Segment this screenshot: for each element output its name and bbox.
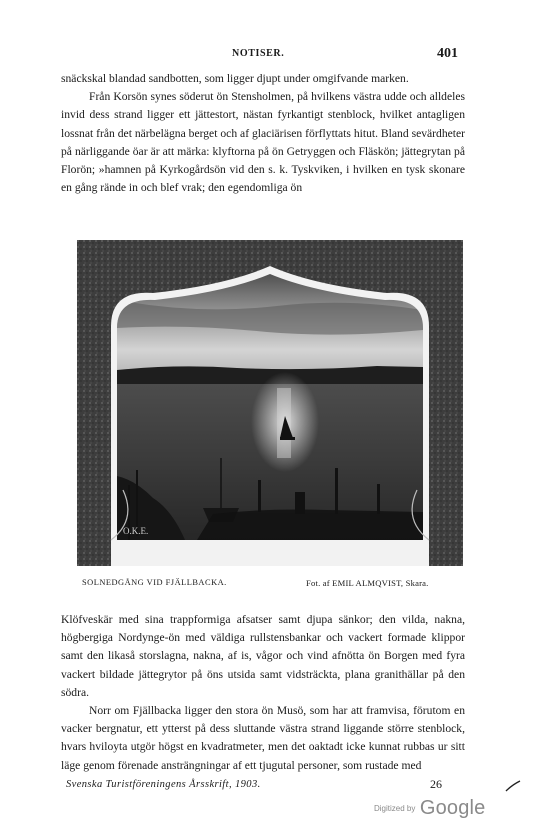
figure-caption-title: SOLNEDGÅNG VID FJÄLLBACKA. [82,578,227,587]
figure-sunset-photograph [77,240,463,566]
footer-sheet-number: 26 [430,777,442,791]
digitized-prefix: Digitized by [374,804,416,813]
running-title: NOTISER. [232,48,285,59]
pen-mark-icon [504,779,522,793]
photograph-illustration [77,240,463,566]
paragraph: Från Korsön synes söderut ön Stensholmen, på hvilkens västra udde och alldeles invid dess strand ligger ett jättestort, nästan fyrkantigt stenblock, hvilket antagligen lossnat från det närbelägna berget och af glaciärisen förflyttats hitut. Bland sevärdheter på närliggande öar är att märka: klyftorna på ön Getryggen och Fläskön; jättegrytan på Florön; »hamnen på Kyrkogårdsön vid den s. k. Tyskviken, i hvilken en tysk skonare en gång rände in och blef vrak; den egendomliga ön [61,90,465,195]
paragraph: snäckskal blandad sandbotten, som ligger djupt under omgifvande marken. [61,72,409,85]
artist-signature: O.K.E. [123,526,149,536]
digitized-watermark [374,797,486,820]
foreground-jetty [197,510,423,541]
page-number: 401 [437,46,458,61]
paragraph: Klöfveskär med sina trappformiga afsatser samt djupa sänkor; den vilda, nakna, högbergiga Nordynge-ön med väldiga rullstensbankar och vackert formade klippor samt den likaså storslagna, nakna, af is, vågor och vind afnötta ön Borgen med fyra vackert bildade jättegrytor på öns utsida samt vidsträckta, plana granithällar på den södra. [61,613,465,699]
figure-caption-credit: Fot. af EMIL ALMQVIST, Skara. [306,578,429,588]
body-text-bottom [61,611,465,775]
chimney [295,492,305,514]
body-text-top [61,70,465,197]
footer-journal-title: Svenska Turistföreningens Årsskrift, 1903. [66,779,261,790]
photo-scene [117,270,423,544]
running-head [0,46,560,62]
google-logo: Google [419,797,486,819]
paragraph: Norr om Fjällbacka ligger den stora ön Musö, som har att framvisa, förutom en vacker bergnatur, ett ytterst på dess sluttande västra strand liggande större stenblock, hvars hviloyta utgör högst en kvadratmeter, men det oaktadt icke kunnat rubbas ur sitt läge genom förenade ansträngningar af ett tjugutal personer, som rustade med [61,704,465,772]
